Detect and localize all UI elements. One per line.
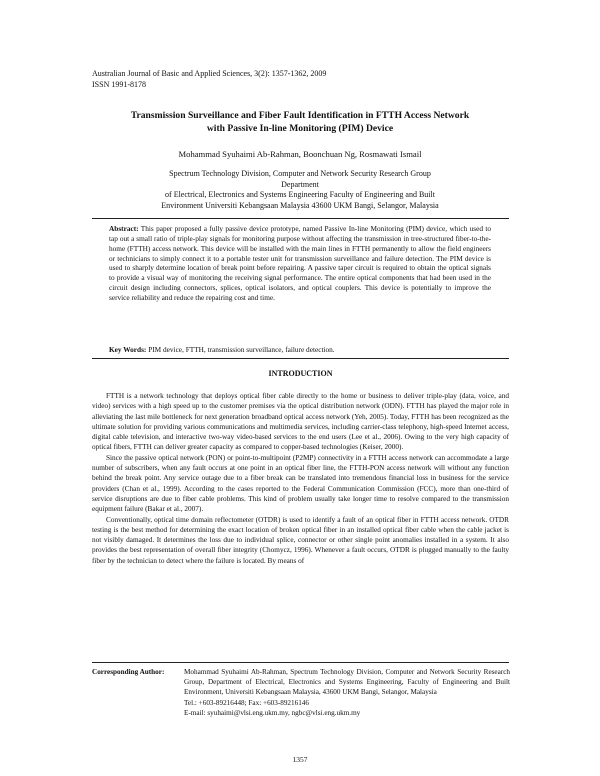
body-paragraph: Since the passive optical network (PON) or point-to-multipoint (P2MP) connectivity in a FTTH access network can accommodate a large number of subscribers, when any fault occurs at one point in an optical fiber line, the FTTH-PON access network will without any function behind the break point. Any service outage due to a fiber break can be translated into tremendous financial loss in business for the service providers (Chan et al., 1999). According to the cases reported to the Federal Communication Commission (FCC), more than one-third of service disruptions are due to fiber cable problems. This kind of problem usually take longer time to resolve compared to the transmission equipment failure (Bakar et al., 2007). xyxy=(92,453,509,514)
body-text xyxy=(92,391,509,566)
footnote-rule xyxy=(92,662,509,663)
corresponding-author-tel: Tel.: +603-89216448; Fax: +603-89216146 xyxy=(184,698,309,707)
paper-title-line: Transmission Surveillance and Fiber Fault Identification in FTTH Access Network xyxy=(130,110,470,121)
paper-title-line: with Passive In-line Monitoring (PIM) Device xyxy=(206,122,394,134)
journal-citation: Australian Journal of Basic and Applied Sciences, 3(2): 1357-1362, 2009 xyxy=(92,69,327,78)
keywords-label: Key Words: xyxy=(109,345,147,354)
section-heading: INTRODUCTION xyxy=(268,369,333,378)
corresponding-author-name: Mohammad Syuhaimi Ab-Rahman, Spectrum Technology Division, Computer and Network Security Research Group, Department of Electrical, Electronics and Systems Engineering, Faculty of Engineering and Built Environment, Universiti Kebangsaan Malaysia, 43600 UKM Bangi, Selangor, Malaysia xyxy=(184,668,510,697)
body-paragraph: FTTH is a network technology that deploys optical fiber cable directly to the home or business to deliver triple-play (data, voice, and video) services with a high speed up to the customer premises via the optical distribution network (ODN). FTTH has played the major role in alleviating the last mile bottleneck for next generation broadband optical access network (Yeh, 2005). Today, FTTH has been recognized as the ultimate solution for providing various communications and multimedia services, including carrier-class telephony, high-speed Internet access, digital cable television, and interactive two-way video-based services to the end users (Lee et al., 2006). Owing to the very high capacity of optical fibers, FTTH can deliver greater capacity as compared to copper-based technologies (Keiser, 2000). xyxy=(92,392,509,452)
abstract-top-rule xyxy=(92,218,509,219)
body-paragraph: Conventionally, optical time domain reflectometer (OTDR) is used to identify a fault of an optical fiber in FTTH access network. OTDR testing is the best method for determining the exact location of broken optical fiber in an installed optical fiber cable when the cable jacket is not visibly damaged. It determines the loss due to individual splice, connector or other single point anomalies installed in a system. It also provides the best representation of overall fiber integrity (Chomycz, 1996). Whenever a fault occurs, OTDR is plugged manually to the faulty fiber by the technician to detect where the failure is located. By means of xyxy=(92,515,509,565)
corresponding-author-email: E-mail: syuhaimi@vlsi.eng.ukm.my, ngbc@vlsi.eng.ukm.my xyxy=(184,708,361,717)
abstract xyxy=(109,224,491,303)
page-number: 1357 xyxy=(292,755,308,764)
keywords-text: PIM device, FTTH, transmission surveillance, failure detection. xyxy=(146,345,335,354)
abstract-label: Abstract: xyxy=(109,224,139,233)
keywords xyxy=(109,345,491,354)
author-list: Mohammad Syuhaimi Ab-Rahman, Boonchuan Ng, Rosmawati Ismail xyxy=(178,149,422,159)
affiliation-line: of Electrical, Electronics and Systems Engineering Faculty of Engineering and Built xyxy=(165,190,435,199)
journal-issn: ISSN 1991-8178 xyxy=(92,79,147,89)
affiliation xyxy=(150,169,450,211)
corresponding-author-details xyxy=(184,667,510,718)
abstract-bottom-rule xyxy=(92,358,509,359)
affiliation-line: Spectrum Technology Division, Computer and Network Security Research Group Department xyxy=(169,169,431,189)
journal-header xyxy=(92,69,326,90)
paper-title xyxy=(90,110,510,135)
abstract-text: This paper proposed a fully passive device prototype, named Passive In-line Monitoring (PIM) device, which used to tap out a small ratio of triple-play signals for monitoring purpose without affecting the transmission in tree-structured fiber-to-the-home (FTTH) access network. This device will be installed with the main lines in FTTH permanently to allow the field engineers or technicians to simply connect it to a portable tester unit for transmission surveillance and failure detection. The PIM device is used to sharply determine location of break point before repairing. A passive taper circuit is required to obtain the optical signals to provide a visual way of monitoring the receiving signal performance. The entire optical components that had been used in the circuit design including connectors, splices, optical isolators, and optical couplers. This device is potentially to improve the service reliability and reduce the repairing cost and time. xyxy=(109,224,491,302)
affiliation-line: Environment Universiti Kebangsaan Malaysia 43600 UKM Bangi, Selangor, Malaysia xyxy=(161,200,439,210)
corresponding-author-label: Corresponding Author: xyxy=(92,668,165,676)
